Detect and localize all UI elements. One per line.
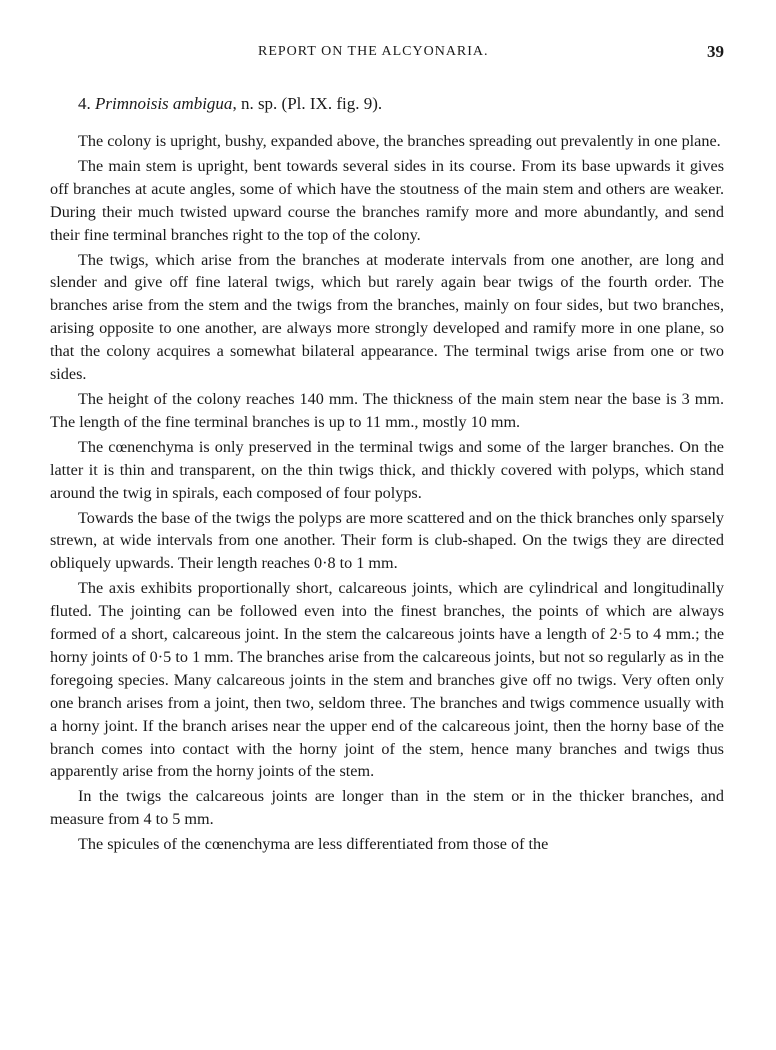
running-title: REPORT ON THE ALCYONARIA.	[258, 44, 489, 59]
paragraph-twig-joints: In the twigs the calcareous joints are longer than in the stem or in the thicker branches, and measure from 4 to 5 mm.	[50, 787, 724, 829]
paragraph-axis: The axis exhibits proportionally short, calcareous joints, which are cylindrical and longitudinally fluted. The jointing can be followed even into the finest branches, the points of which are always formed of a short, calcareous joint. In the stem the calcareous joints have a length of 2·5 to 4 mm.; the horny joints of 0·5 to 1 mm. The branches arise from the calcareous joints, but not so regularly as in the foregoing species. Many calcareous joints in the stem and branches give off no twigs. Very often only one branch arises from a joint, then two, seldom three. The branches and twigs commence usually with a horny joint. If the branch arises near the upper end of the calcareous joint, then the horny base of the branch comes into contact with the horny joint of the stem, hence many branches and twigs thus apparently arise from the horny joints of the stem.	[50, 579, 724, 781]
paragraph-polyps: Towards the base of the twigs the polyps are more scattered and on the thick branches only sparsely strewn, at wide intervals from one another. Their form is club-shaped. On the twigs they are directed obliquely upwards. Their length reaches 0·8 to 1 mm.	[50, 508, 724, 573]
species-name: Primnoisis ambigua	[95, 94, 233, 113]
body-text	[50, 130, 724, 858]
paragraph-spicules: The spicules of the cœnenchyma are less differentiated from those of the	[78, 835, 549, 854]
paragraph-dimensions: The height of the colony reaches 140 mm. The thickness of the main stem near the base is 3 mm. The length of the fine terminal branches is up to 11 mm., mostly 10 mm.	[50, 389, 724, 431]
paragraph-coenenchyma: The cœnenchyma is only preserved in the terminal twigs and some of the larger branches. On the latter it is thin and transparent, on the thin twigs thick, and thickly covered with polyps, which stand around the twig in spirals, each composed of four polyps.	[50, 437, 724, 502]
section-number: 4.	[78, 94, 91, 113]
running-head	[0, 44, 776, 68]
section-heading-suffix: , n. sp. (Pl. IX. fig. 9).	[232, 94, 383, 113]
paragraph-twigs: The twigs, which arise from the branches at moderate intervals from one another, are long and slender and give off fine lateral twigs, which but rarely again bear twigs of the fourth order. The branches arise from the stem and the twigs from the branches, mainly on four sides, but two branches, arising opposite to one another, are always more strongly developed and ramify more in one plane, so that the colony acquires a somewhat bilateral appearance. The terminal twigs arise from one or two sides.	[50, 250, 724, 384]
page-number: 39	[707, 42, 724, 61]
paragraph-main-stem: The main stem is upright, bent towards several sides in its course. From its base upwards it gives off branches at acute angles, some of which have the stoutness of the main stem and others are weaker. During their much twisted upward course the branches ramify more and more abundantly, and send their fine terminal branches right to the top of the colony.	[50, 156, 724, 244]
section-heading	[78, 94, 382, 114]
paragraph-colony-form: The colony is upright, bushy, expanded above, the branches spreading out prevalently in one plane.	[78, 132, 721, 150]
